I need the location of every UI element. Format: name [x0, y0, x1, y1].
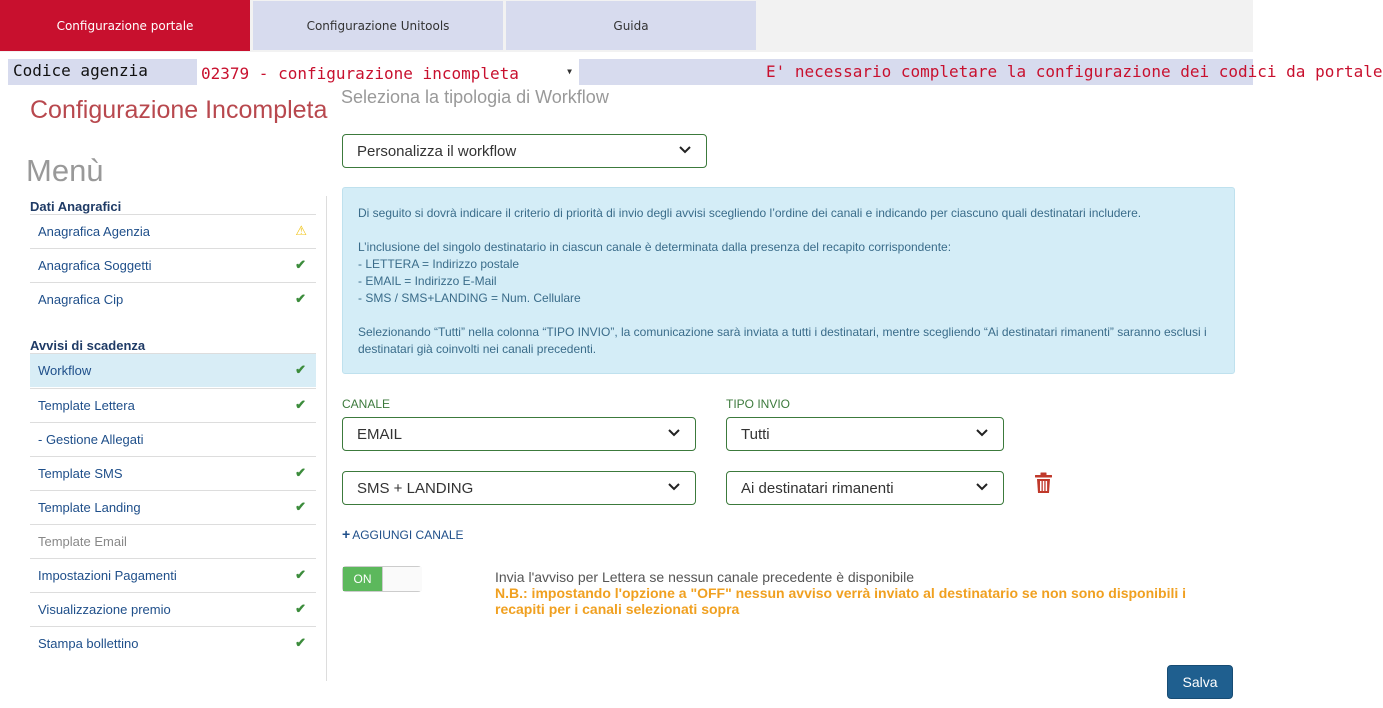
trash-icon[interactable] — [1034, 472, 1053, 494]
sidebar-item-visualizzazione-premio[interactable] — [30, 592, 316, 626]
tipo-invio-value: Tutti — [741, 426, 770, 443]
top-navigation — [0, 0, 1253, 52]
agency-warning-message: E' necessario completare la configurazione dei codici da portale — [579, 59, 1253, 85]
tipo-invio-select-1[interactable] — [726, 417, 1004, 451]
check-icon: ✔ — [295, 397, 306, 412]
workflow-info-box — [342, 187, 1235, 374]
plus-icon: + — [342, 526, 351, 542]
sidebar-item-template-landing[interactable] — [30, 490, 316, 524]
check-icon: ✔ — [295, 567, 306, 582]
tipo-invio-select-2[interactable] — [726, 471, 1004, 505]
toggle-state: ON — [343, 567, 382, 591]
sidebar-item-label: Template Email — [38, 534, 127, 549]
caret-down-icon: ▼ — [567, 67, 572, 76]
sidebar-item-label: Template SMS — [38, 466, 123, 481]
section-avvisi-di-scadenza: Avvisi di scadenza — [30, 338, 146, 353]
sidebar-item-label: - Gestione Allegati — [38, 432, 144, 447]
menu-title: Menù — [26, 153, 104, 188]
add-channel-button[interactable] — [342, 526, 464, 542]
check-icon: ✔ — [295, 499, 306, 514]
save-button[interactable]: Salva — [1167, 665, 1233, 699]
chevron-down-icon — [666, 478, 682, 494]
canale-select-1[interactable] — [342, 417, 696, 451]
tipo-invio-label: TIPO INVIO — [726, 397, 791, 411]
check-icon: ✔ — [295, 291, 306, 306]
sidebar-divider — [326, 196, 327, 681]
canale-value: SMS + LANDING — [357, 480, 474, 497]
section-dati-anagrafici: Dati Anagrafici — [30, 199, 122, 214]
sidebar-item-label: Anagrafica Agenzia — [38, 224, 151, 239]
sidebar-item-label: Template Lettera — [38, 398, 135, 413]
check-icon: ✔ — [295, 465, 306, 480]
sidebar-item-template-email — [30, 524, 316, 558]
tab-configurazione-portale[interactable]: Configurazione portale — [0, 0, 250, 51]
info-paragraph: L’inclusione del singolo destinatario in ciascun canale è determinata dalla presenza del recapito corrispondente: — [358, 240, 952, 254]
tab-configurazione-unitools[interactable]: Configurazione Unitools — [253, 1, 503, 50]
info-line: - SMS / SMS+LANDING = Num. Cellulare — [358, 291, 581, 305]
check-icon: ✔ — [295, 635, 306, 650]
agency-bar — [0, 57, 1383, 85]
sidebar-item-template-lettera[interactable] — [30, 388, 316, 422]
chevron-down-icon — [974, 478, 990, 494]
info-paragraph: Di seguito si dovrà indicare il criterio di priorità di invio degli avvisi scegliendo l’ordine dei canali e indicando per ciascuno quali destinatari includere. — [358, 206, 1142, 220]
warning-icon: ⚠ — [295, 223, 307, 238]
check-icon: ✔ — [295, 362, 306, 377]
tab-guida[interactable]: Guida — [506, 1, 756, 50]
canale-value: EMAIL — [357, 426, 403, 443]
check-icon: ✔ — [295, 601, 306, 616]
workflow-type-value: Personalizza il workflow — [357, 143, 517, 160]
toggle-description: Invia l'avviso per Lettera se nessun canale precedente è disponibile — [495, 569, 915, 585]
sidebar-item-stampa-bollettino[interactable] — [30, 626, 316, 660]
sidebar-item-label: Impostazioni Pagamenti — [38, 568, 177, 583]
canale-label: CANALE — [342, 397, 391, 411]
agency-code-value: 02379 - configurazione incompleta — [201, 64, 519, 83]
sidebar-item-anagrafica-soggetti[interactable] — [30, 248, 316, 282]
workflow-type-select[interactable] — [342, 134, 707, 168]
sidebar-item-label: Stampa bollettino — [38, 636, 139, 651]
sidebar-item-impostazioni-pagamenti[interactable] — [30, 558, 316, 592]
sidebar-item-label: Workflow — [38, 363, 92, 378]
chevron-down-icon — [974, 424, 990, 440]
chevron-down-icon — [677, 141, 693, 157]
sidebar-item-label: Anagrafica Cip — [38, 292, 124, 307]
sidebar-item-anagrafica-cip[interactable] — [30, 282, 316, 316]
toggle-knob — [382, 567, 422, 591]
chevron-down-icon — [666, 424, 682, 440]
info-paragraph: Selezionando “Tutti” nella colonna “TIPO INVIO”, la comunicazione sarà inviata a tutti i destinatari, mentre scegliendo “Ai destinatari rimanenti” saranno esclusi i destinatari già coinvolti nei canali precedenti. — [358, 325, 1207, 356]
sidebar-item-anagrafica-agenzia[interactable] — [30, 214, 316, 248]
info-line: - EMAIL = Indirizzo E-Mail — [358, 274, 497, 288]
sidebar-item-template-sms[interactable] — [30, 456, 316, 490]
sidebar-item-workflow[interactable] — [30, 353, 316, 387]
sidebar-item-gestione-allegati[interactable] — [30, 422, 316, 456]
tipo-invio-value: Ai destinatari rimanenti — [741, 480, 894, 497]
info-line: - LETTERA = Indirizzo postale — [358, 257, 520, 271]
add-channel-label: AGGIUNGI CANALE — [352, 528, 464, 542]
page-title: Configurazione Incompleta — [30, 96, 328, 124]
check-icon: ✔ — [295, 257, 306, 272]
sidebar-item-label: Visualizzazione premio — [38, 602, 171, 617]
workflow-section-title: Seleziona la tipologia di Workflow — [341, 87, 609, 107]
agency-code-select[interactable] — [197, 59, 578, 85]
lettera-fallback-toggle[interactable] — [342, 566, 422, 592]
sidebar-item-label: Anagrafica Soggetti — [38, 258, 152, 273]
sidebar-item-label: Template Landing — [38, 500, 141, 515]
agency-code-label: Codice agenzia — [8, 59, 197, 85]
canale-select-2[interactable] — [342, 471, 696, 505]
toggle-note: N.B.: impostando l'opzione a "OFF" nessun avviso verrà inviato al destinatario se non sono disponibili i recapiti per i canali selezionati sopra — [495, 585, 1187, 617]
